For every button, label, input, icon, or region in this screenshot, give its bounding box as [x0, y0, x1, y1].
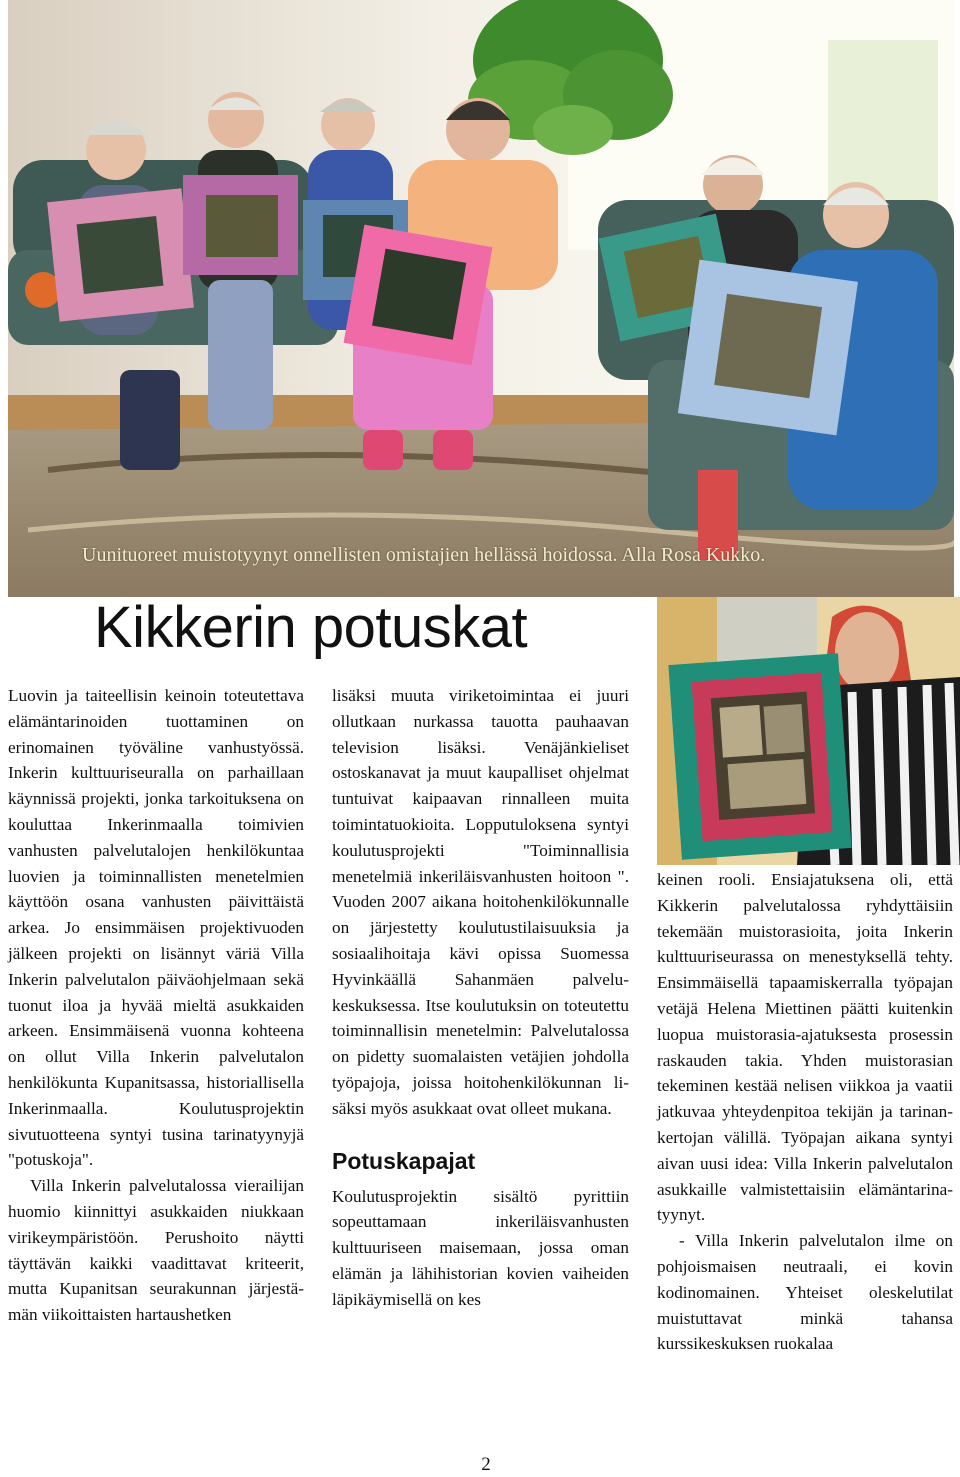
group-photo [8, 0, 954, 597]
column-2-paragraph-2: Koulutusprojektin sisältö pyrittiin sopeuttamaan inkeriläisvanhusten kulttuuriseen maisemaan, jossa oman elämän ja lähihistorian kovien vaiheiden läpikäymisellä on kes [332, 1186, 629, 1309]
page-number: 2 [481, 1454, 491, 1475]
article-headline: Kikkerin potuskat [94, 595, 528, 660]
article-column-1 [8, 683, 304, 1328]
column-3-paragraph-1: keinen rooli. Ensiajatuksena oli, että Kikkerin palvelutalossa ryhdyttäisiin tekemään muistorasioita, joita Inkerin kulttuuriseurassa on menestyksellä tehty. Ensimmäisellä tapaamiskerralla työpajan vetäjä Helena Miettinen päätti kuitenkin luopua muistorasia-ajatuksesta prosessin raskauden takia. Yhden muistorasian tekeminen kestää nelisen viikkoa ja vaatii jatkuvaa yhteydenpitoa tekijän ja tarinankertojan välillä. Työpajan aikana syntyi aivan uusi idea: Villa Inkerin palvelutalon asukkaille valmistettaisiin elämäntarinatyynyt. [657, 870, 953, 1225]
memory-pillow [668, 653, 851, 859]
column-2-paragraph-1: lisäksi muuta viriketoimintaa ei juuri ollutkaan nurkassa tauotta pauhaavan television lisäksi. Venäjänkieliset ostoskanavat ja muut kaupalliset ohjelmat tuntuivat kaipaavan rinnalleen muita toimintatuokioita. Lopputuloksena syntyi koulutusprojekti "Toiminnallisia menetelmiä inkeriläisvanhusten hoitoon ". Vuoden 2007 aikana hoitohenkilökunnalle on järjestetty koulutustilaisuuksia ja sosiaalihoitaja kävi opissa Suomessa Hyvinkäällä Sahanmäen palvelukeskuksessa. Itse koulutuksin on toteutettu toiminnallisin menetelmin: Palvelutalossa on pidetty suomalaisten vetäjien johdolla työpajoja, joissa hoitohenkilökunnan lisäksi myös asukkaat ovat olleet mukana. [332, 686, 629, 1118]
section-subheading: Potuskapajat [332, 1147, 476, 1174]
portrait-photo-illustration [657, 597, 960, 865]
column-1-paragraph-1: Luovin ja taiteellisin keinoin toteutettava elämäntarinoiden tuottaminen on erinomainen työväline vanhustyössä. Inkerin kulttuuriseuralla on parhaillaan käynnissä projekti, jonka tarkoituksena on kouluttaa Inkerinmaalla toimivien vanhusten palvelutalojen henkilökuntaa luovien ja toiminnallisten menetelmien käyttöön osana vanhusten päivittäistä arkea. Jo ensimmäisen projektivuoden jälkeen projekti on lisännyt väriä Villa Inkerin palvelutalon päiväohjelmaan sekä tuonut iloa ja hyvää mieltä asukkaiden arkeen. Ensimmäisenä vuonna kohteena on ollut Villa Inkerin palvelutalon henkilökunta Kupanitsassa, historiallisella Inkerinmaalla. Koulutusprojektin sivutuotteena syntyi tusina tarinatyynyjä "potuskoja". [8, 686, 304, 1170]
article-column-3 [657, 867, 953, 1357]
column-1-paragraph-2: Villa Inkerin palvelutalossa vierailijan huomio kiinnittyi asukkaiden niukkaan virikeympäristöön. Perushoito näytti täyttävän kaikki vaadittavat kriteerit, mutta Kupanitsan seurakunnan järjestämän viikoittaisten hartaushetken [8, 1176, 304, 1325]
article-column-2 [332, 683, 629, 1313]
column-3-paragraph-2: - Villa Inkerin palvelutalon ilme on pohjoismaisen neutraali, ei kovin kodinomainen. Yhteiset oleskelutilat muistuttavat minkä tahansa kurssikeskuksen ruokalaa [657, 1231, 953, 1354]
photo-caption: Uunituoreet muistotyynyt onnellisten omistajien hellässä hoidossa. Alla Rosa Kukko. [82, 544, 766, 566]
group-photo-illustration [8, 0, 954, 597]
portrait-photo [657, 597, 960, 865]
